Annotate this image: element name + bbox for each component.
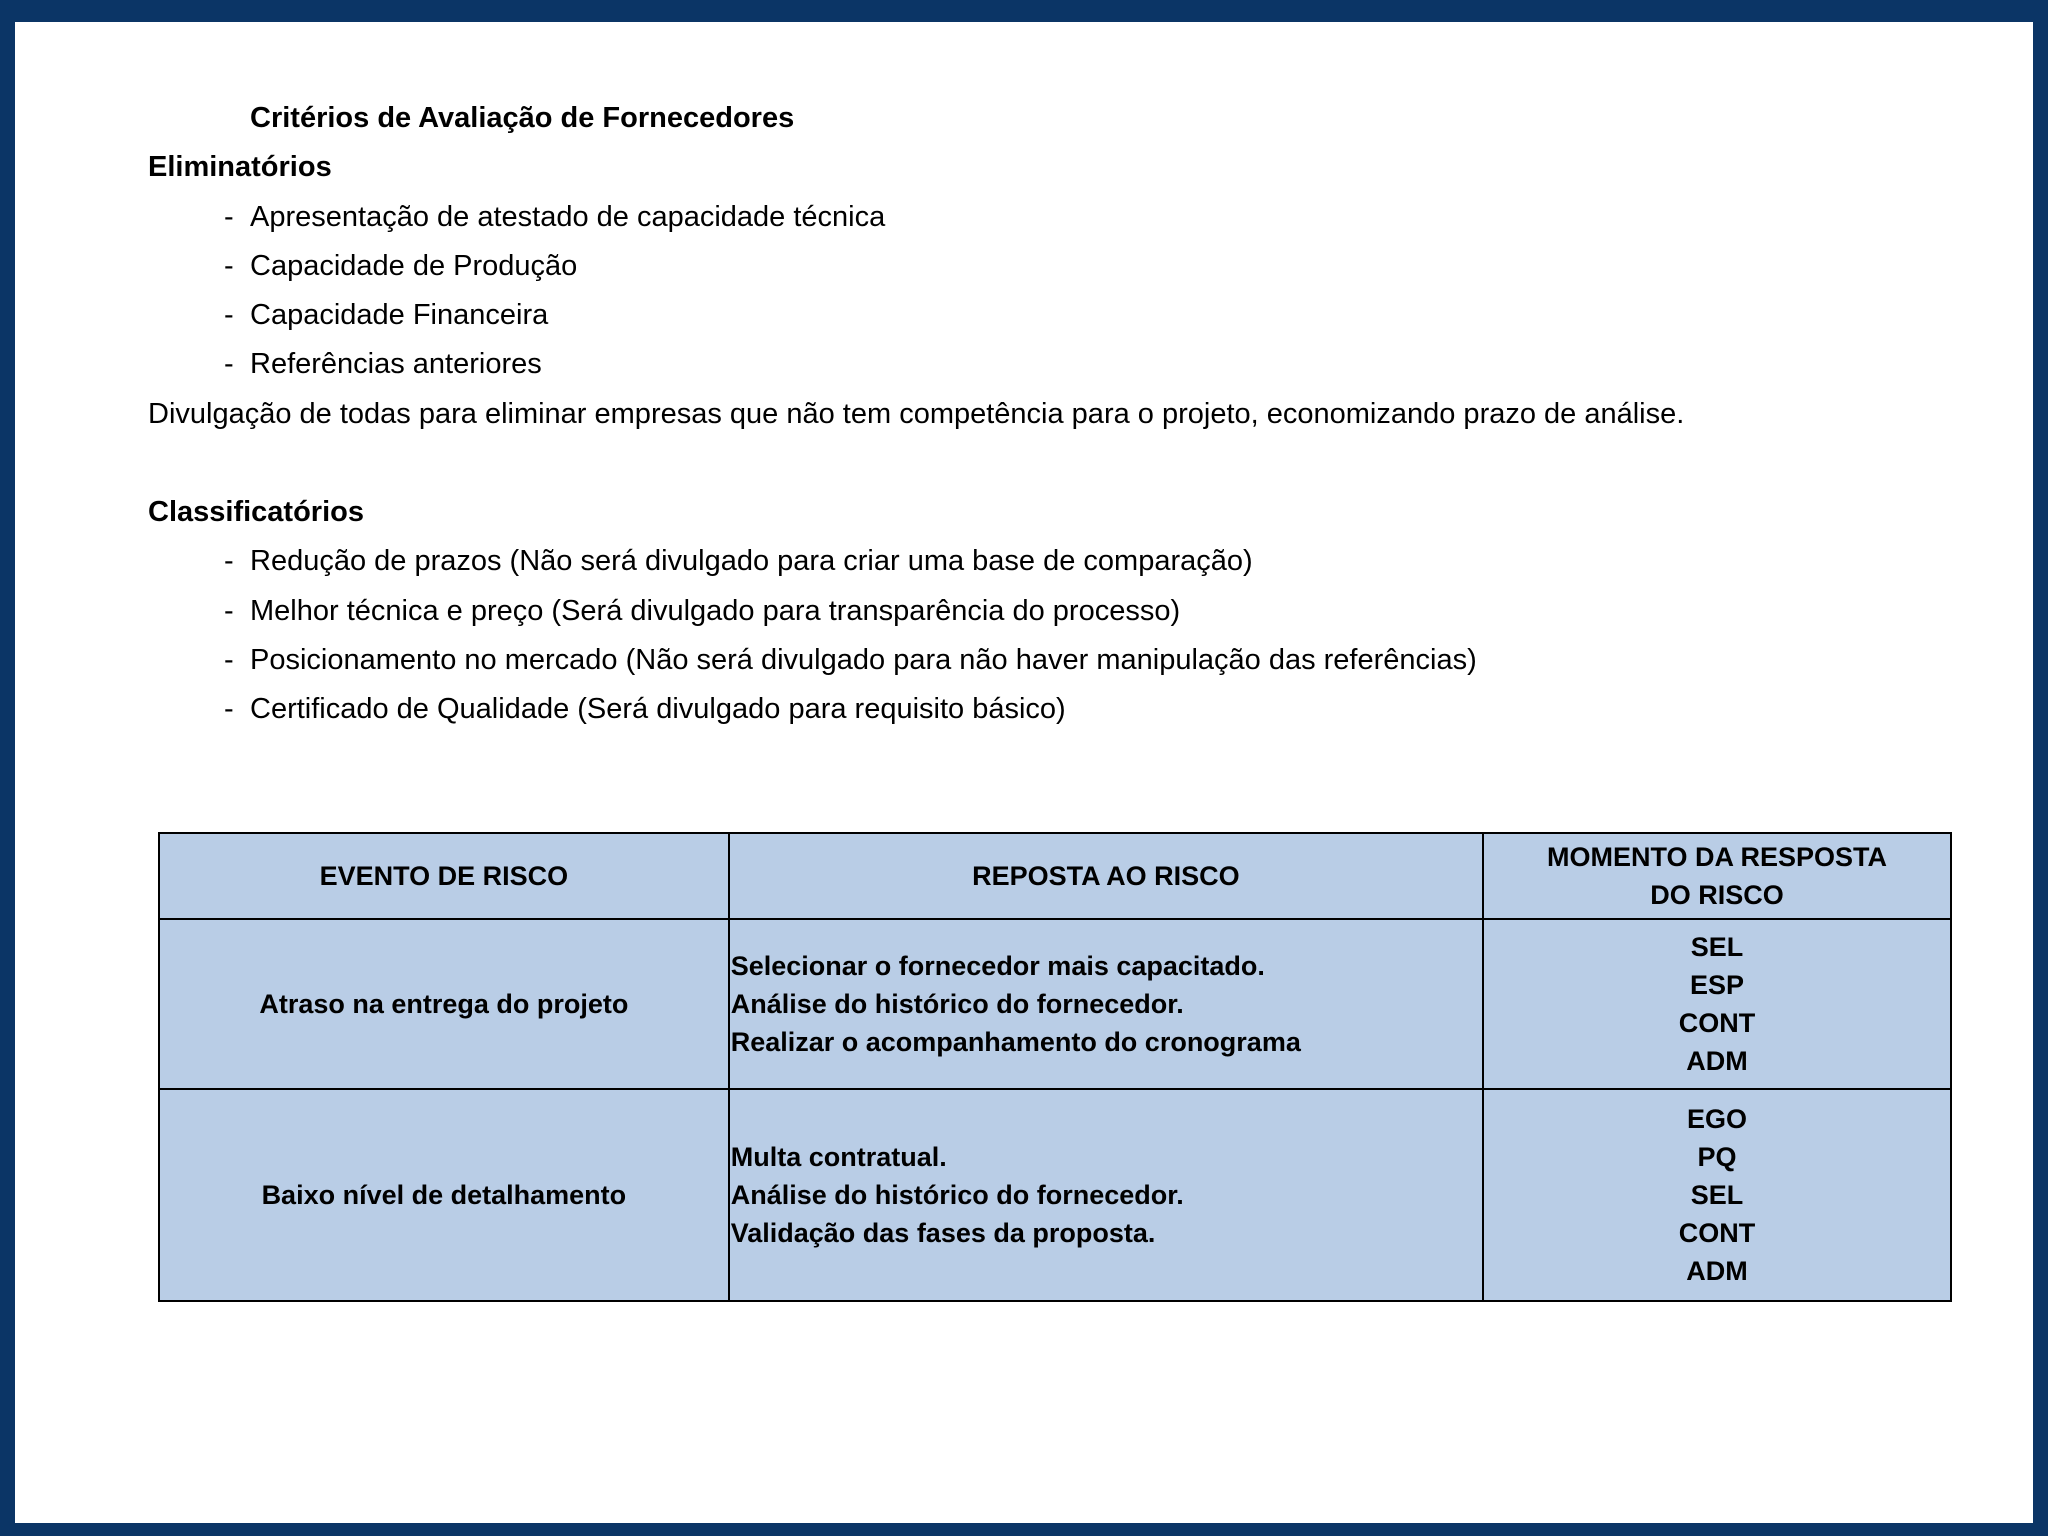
eliminatorios-heading: Eliminatórios	[148, 151, 332, 184]
cell-momento: SEL ESP CONT ADM	[1483, 919, 1951, 1089]
classificatorios-heading: Classificatórios	[148, 496, 364, 529]
bullet-marker: -	[224, 545, 234, 578]
criteria-section	[148, 94, 1998, 735]
bullet-marker: -	[224, 693, 234, 726]
cell-evento: Atraso na entrega do projeto	[159, 919, 729, 1089]
header-momento: MOMENTO DA RESPOSTA DO RISCO	[1483, 833, 1951, 919]
header-resposta: REPOSTA AO RISCO	[729, 833, 1483, 919]
page-title: Critérios de Avaliação de Fornecedores	[250, 102, 795, 134]
table-row	[159, 1089, 1951, 1301]
cell-resposta: Selecionar o fornecedor mais capacitado. Análise do histórico do fornecedor. Realizar o acompanhamento do cronograma	[729, 919, 1483, 1089]
classificatorio-item: - Certificado de Qualidade (Será divulgado para requisito básico)	[148, 685, 1998, 734]
bullet-marker: -	[224, 348, 234, 381]
table-row	[159, 919, 1951, 1089]
cell-resposta: Multa contratual. Análise do histórico do fornecedor. Validação das fases da proposta.	[729, 1089, 1483, 1301]
eliminatorio-item: - Referências anteriores	[148, 340, 1998, 389]
eliminatorio-item: - Capacidade de Produção	[148, 242, 1998, 291]
cell-momento: EGO PQ SEL CONT ADM	[1483, 1089, 1951, 1301]
classificatorio-item: - Melhor técnica e preço (Será divulgado para transparência do processo)	[148, 587, 1998, 636]
classificatorio-item: - Redução de prazos (Não será divulgado para criar uma base de comparação)	[148, 537, 1998, 586]
header-evento: EVENTO DE RISCO	[159, 833, 729, 919]
table-header-row	[159, 833, 1951, 919]
bullet-marker: -	[224, 249, 234, 282]
bullet-marker: -	[224, 643, 234, 676]
bullet-marker: -	[224, 299, 234, 332]
bullet-marker: -	[224, 594, 234, 627]
classificatorio-item: - Posicionamento no mercado (Não será divulgado para não haver manipulação das referências)	[148, 636, 1998, 685]
eliminatorio-item: - Capacidade Financeira	[148, 291, 1998, 340]
spacer	[148, 439, 1998, 488]
eliminatorios-note: Divulgação de todas para eliminar empresas que não tem competência para o projeto, economizando prazo de análise.	[148, 397, 1685, 430]
risk-table	[158, 832, 1952, 1302]
cell-evento: Baixo nível de detalhamento	[159, 1089, 729, 1301]
eliminatorio-item: - Apresentação de atestado de capacidade técnica	[148, 193, 1998, 242]
bullet-marker: -	[224, 200, 234, 233]
